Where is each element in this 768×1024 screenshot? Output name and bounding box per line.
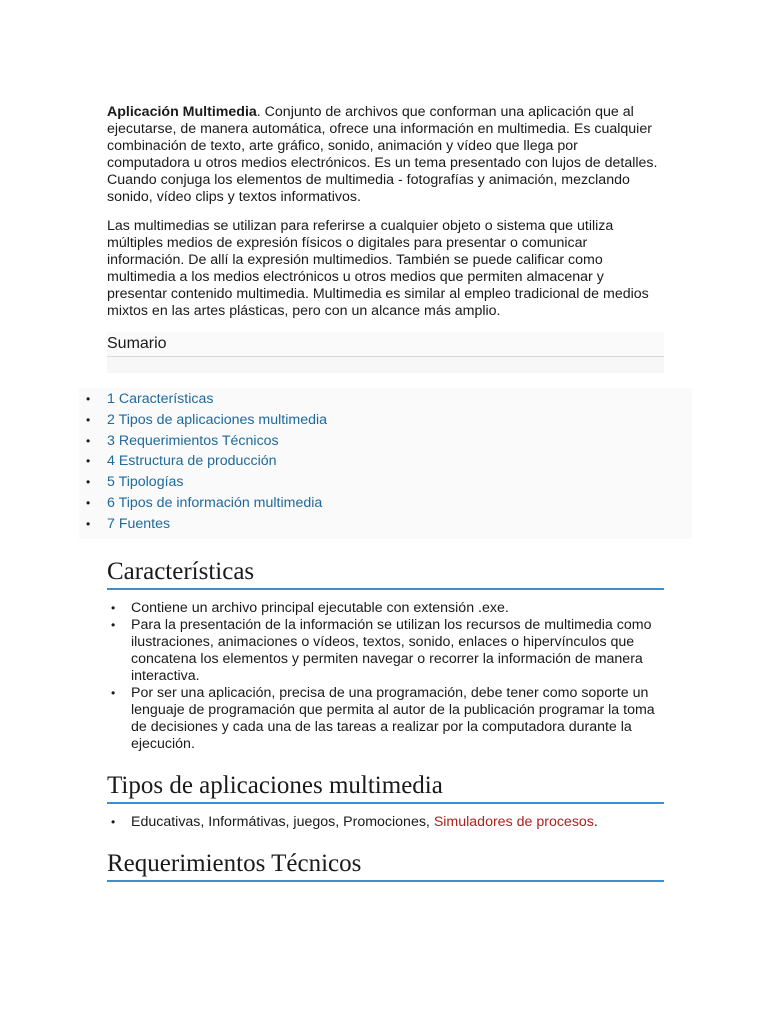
tipos-text: Educativas, Informátivas, juegos, Promociones, bbox=[131, 813, 434, 830]
intro-paragraph-text: . Conjunto de archivos que conforman una aplicación que al ejecutarse, de manera automática, ofrece una información en multimedia. Es cualquier combinación de texto, arte gráfico, sonido, animación y vídeo que llega por computadora u otros medios electrónicos. Es un tema presentado con lujos de detalles. Cuando conjuga los elementos de multimedia - fotografías y animación, mezclando sonido, vídeo clips y textos informativos. bbox=[107, 104, 658, 205]
toc-link-fuentes[interactable]: • 7 Fuentes bbox=[107, 514, 692, 535]
intro-paragraph bbox=[107, 104, 664, 206]
caracteristicas-list bbox=[107, 600, 664, 753]
toc-link-tipos-informacion[interactable]: • 6 Tipos de información multimedia bbox=[107, 493, 692, 514]
article-content bbox=[107, 104, 664, 892]
list-item: • Para la presentación de la información se utilizan los recursos de multimedia como ilustraciones, animaciones o vídeos, textos, sonido, enlaces o hipervínculos que concatena los elementos y permiten navegar o recorrer la información de manera interactiva. bbox=[131, 617, 664, 685]
toc-link-caracteristicas[interactable]: • 1 Características bbox=[107, 389, 692, 410]
section-heading-tipos: Tipos de aplicaciones multimedia bbox=[107, 771, 664, 804]
section-heading-caracteristicas: Características bbox=[107, 557, 664, 590]
list-item bbox=[131, 814, 664, 831]
toc-list bbox=[79, 388, 692, 539]
toc-divider bbox=[107, 357, 664, 373]
toc-link-tipos-aplicaciones[interactable]: • 2 Tipos de aplicaciones multimedia bbox=[107, 410, 692, 431]
toc-link-tipologias[interactable]: • 5 Tipologías bbox=[107, 472, 692, 493]
toc-title: Sumario bbox=[107, 332, 664, 357]
list-item: • Contiene un archivo principal ejecutable con extensión .exe. bbox=[131, 600, 664, 617]
list-item: • Por ser una aplicación, precisa de una programación, debe tener como soporte un lenguaje de programación que permita al autor de la publicación programar la toma de decisiones y cada una de las tareas a realizar por la computadora durante la ejecución. bbox=[131, 685, 664, 753]
tipos-period: . bbox=[593, 813, 598, 830]
section-heading-requerimientos: Requerimientos Técnicos bbox=[107, 849, 664, 882]
toc-link-estructura[interactable]: • 4 Estructura de producción bbox=[107, 451, 692, 472]
toc-link-requerimientos[interactable]: • 3 Requerimientos Técnicos bbox=[107, 431, 692, 452]
table-of-contents bbox=[107, 332, 664, 539]
tipos-list bbox=[107, 814, 664, 831]
intro-bold-term: Aplicación Multimedia bbox=[107, 104, 257, 120]
simuladores-link[interactable]: Simuladores de procesos bbox=[433, 813, 594, 830]
multimedia-paragraph: Las multimedias se utilizan para referirse a cualquier objeto o sistema que utiliza múltiples medios de expresión físicos o digitales para presentar o comunicar información. De allí la expresión multimedios. También se puede calificar como multimedia a los medios electrónicos u otros medios que permiten almacenar y presentar contenido multimedia. Multimedia es similar al empleo tradicional de medios mixtos en las artes plásticas, pero con un alcance más amplio. bbox=[107, 218, 649, 319]
